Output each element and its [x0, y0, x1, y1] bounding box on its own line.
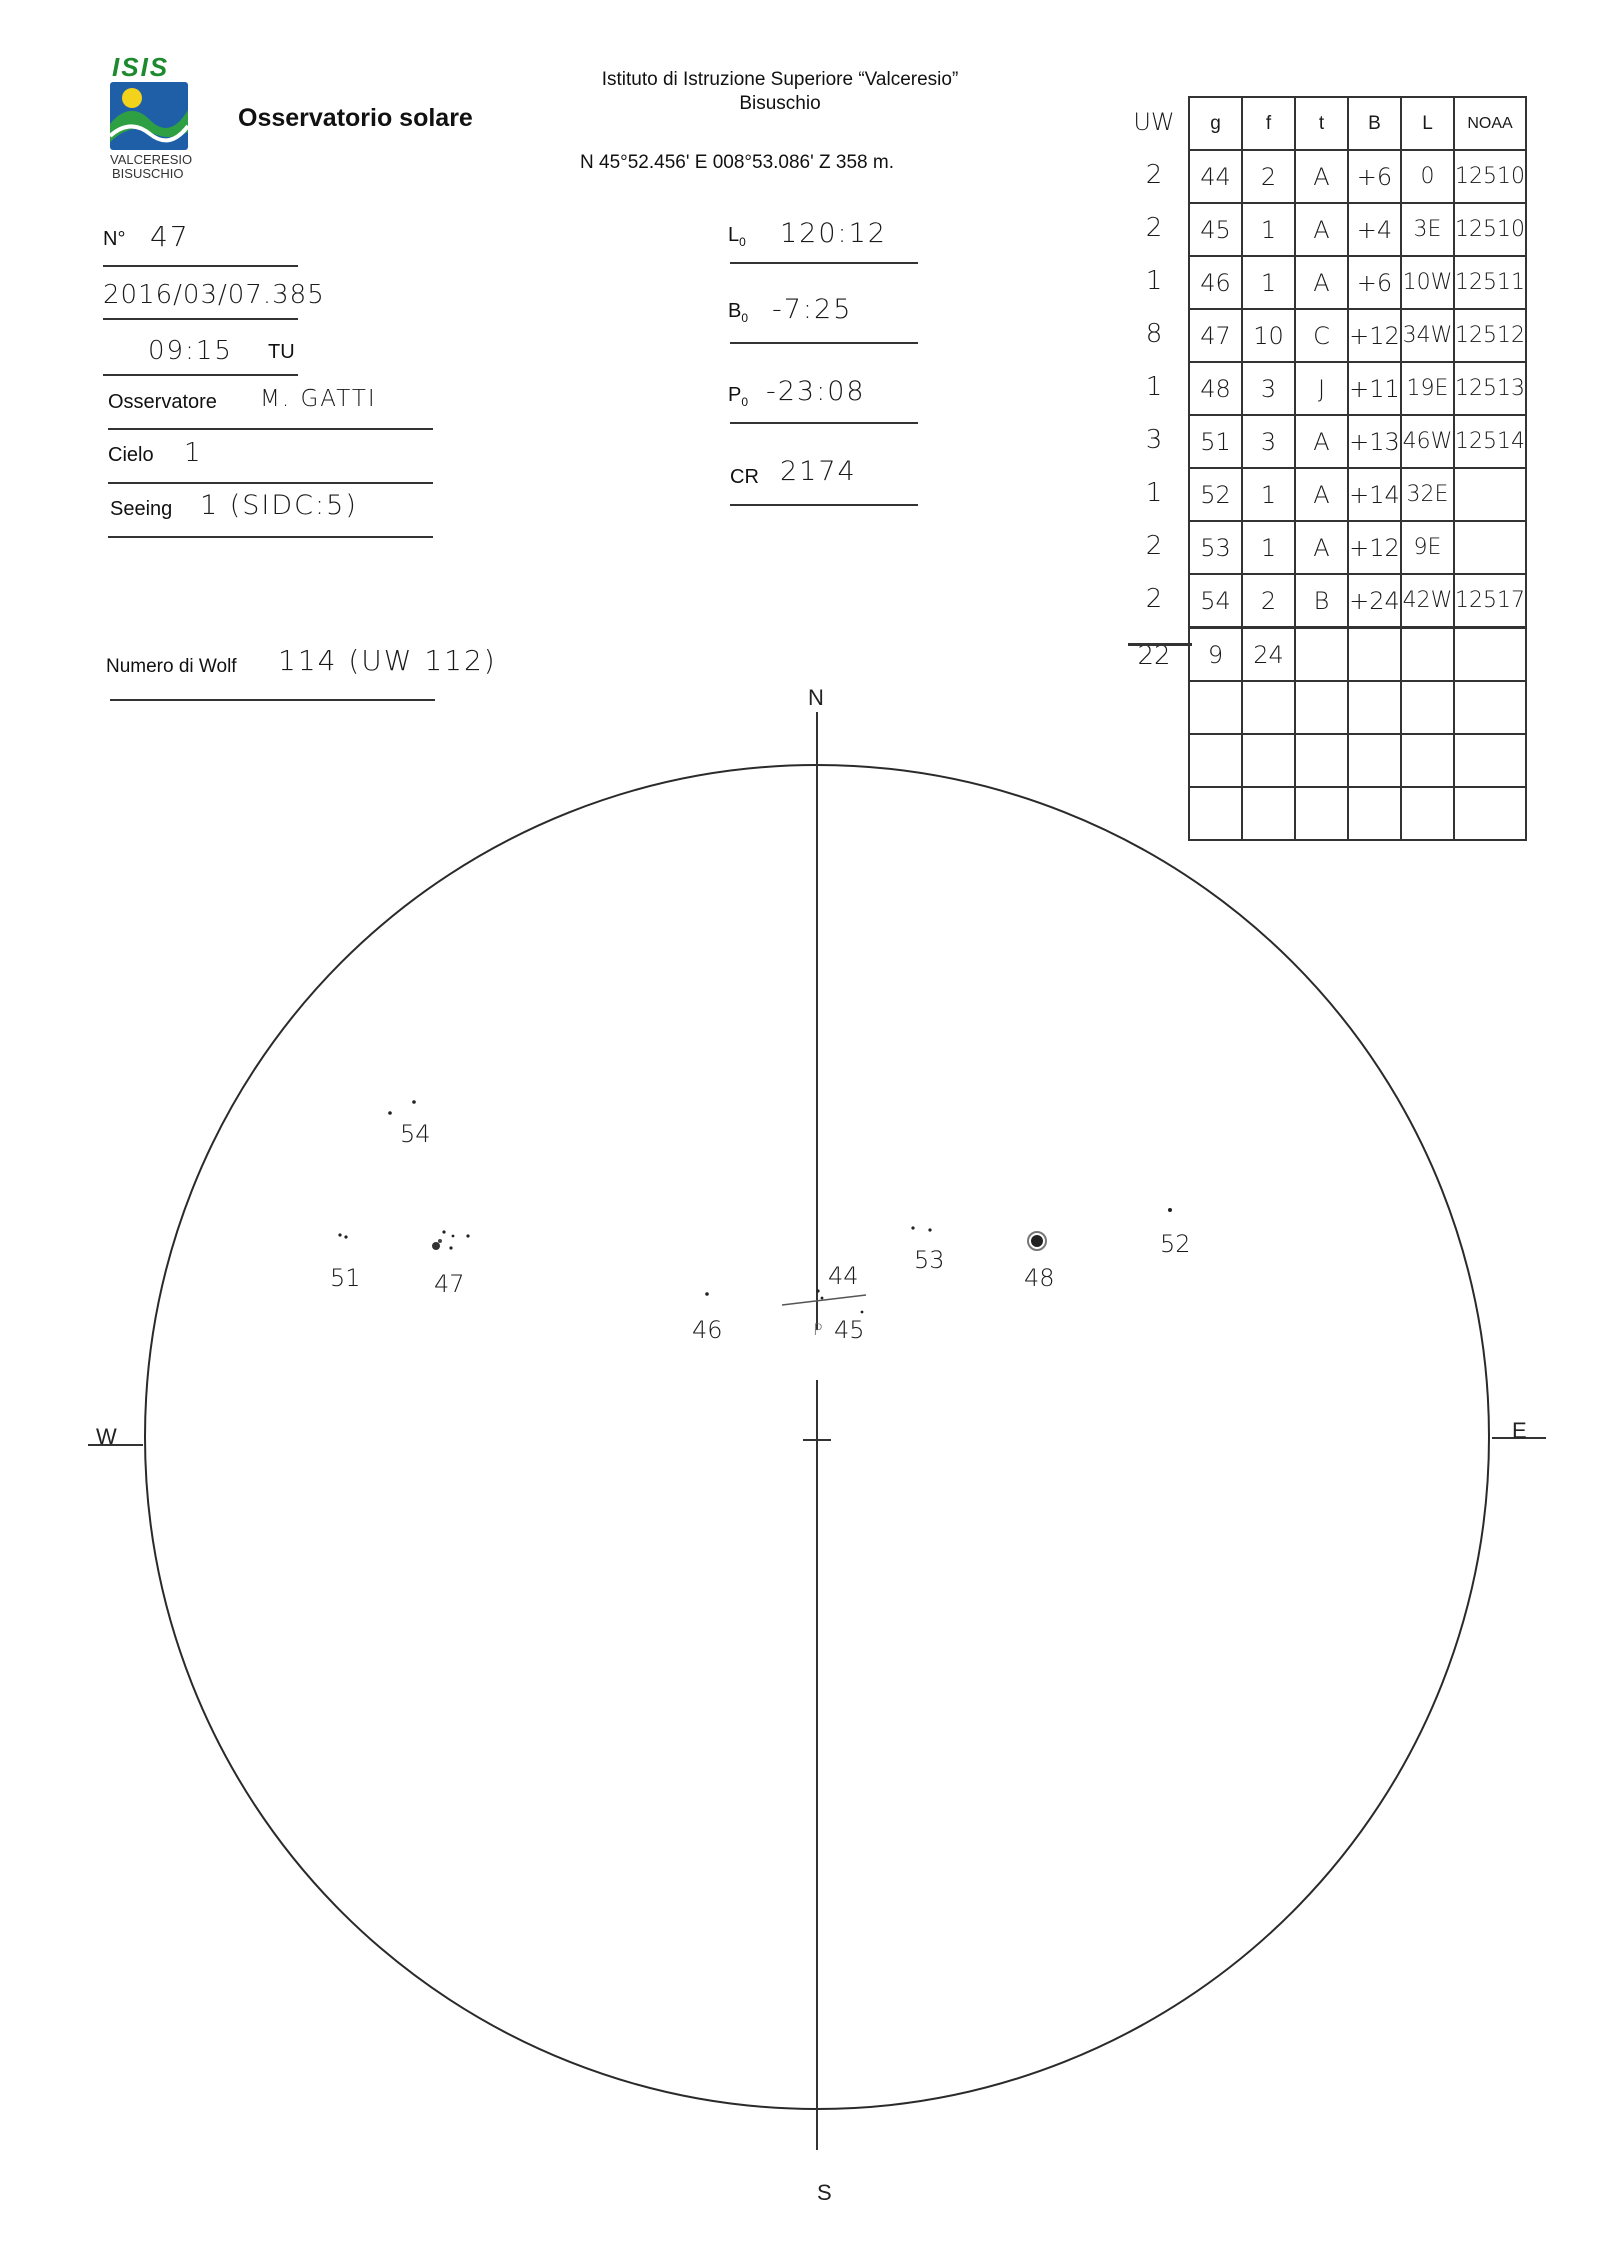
seeing-label: Seeing: [110, 498, 173, 520]
table-cell: 0: [1401, 150, 1454, 203]
cr-value: 2174: [780, 456, 857, 487]
column-header: L: [1401, 97, 1454, 150]
table-cell: A: [1295, 256, 1348, 309]
uw-cell: 2: [1145, 213, 1163, 243]
logo-caption-2: BISUSCHIO: [112, 166, 184, 181]
spot: [1168, 1208, 1172, 1212]
table-cell: 51: [1189, 415, 1242, 468]
observatory-title: Osservatorio solare: [238, 104, 473, 132]
table-cell: 3: [1242, 415, 1295, 468]
table-cell: 47: [1189, 309, 1242, 362]
table-cell: A: [1295, 468, 1348, 521]
table-cell: 34W: [1401, 309, 1454, 362]
spot: [452, 1235, 455, 1238]
institute-town: Bisuschio: [739, 93, 821, 114]
spot: [432, 1242, 440, 1250]
l0-label: $L_0$: [728, 224, 746, 249]
p-mark: P: [813, 1320, 823, 1339]
group-label: 47: [434, 1270, 465, 1298]
table-cell: 1: [1242, 468, 1295, 521]
spot: [449, 1246, 452, 1249]
column-header: NOAA: [1454, 97, 1526, 150]
table-cell: 3: [1242, 362, 1295, 415]
spot: [466, 1234, 469, 1237]
table-cell: C: [1295, 309, 1348, 362]
table-cell: 46: [1189, 256, 1242, 309]
l0-value: 120:12: [780, 218, 887, 249]
table-cell: 3E: [1401, 203, 1454, 256]
group-label: 54: [400, 1120, 431, 1148]
spot: [438, 1239, 442, 1243]
total-spots: 24: [1242, 628, 1295, 682]
group-label: 46: [692, 1316, 723, 1344]
table-cell: 12517: [1454, 574, 1526, 628]
spot: [705, 1292, 709, 1296]
observation-date: 2016/03/07.385: [103, 280, 325, 310]
table-cell: 12510: [1454, 203, 1526, 256]
table-cell: 46W: [1401, 415, 1454, 468]
table-cell: 12513: [1454, 362, 1526, 415]
table-cell: +12: [1348, 309, 1401, 362]
spot: [1031, 1235, 1043, 1247]
table-cell: +4: [1348, 203, 1401, 256]
uw-header: UW: [1133, 108, 1175, 136]
uw-cell: 1: [1145, 266, 1163, 296]
table-cell: B: [1295, 574, 1348, 628]
table-cell: 44: [1189, 150, 1242, 203]
table-cell: 12514: [1454, 415, 1526, 468]
table-cell: A: [1295, 415, 1348, 468]
table-cell: 45: [1189, 203, 1242, 256]
group-45-bar: [782, 1295, 866, 1305]
sky-label: Cielo: [108, 444, 154, 466]
uw-cell: 3: [1145, 425, 1163, 455]
table-cell: 9E: [1401, 521, 1454, 574]
table-cell: +13: [1348, 415, 1401, 468]
spot: [928, 1228, 931, 1231]
table-cell: 53: [1189, 521, 1242, 574]
table-cell: +14: [1348, 468, 1401, 521]
table-cell: 32E: [1401, 468, 1454, 521]
p0-value: -23:08: [766, 376, 866, 407]
table-cell: 12511: [1454, 256, 1526, 309]
observer-label: Osservatore: [108, 391, 217, 413]
group-label: 52: [1160, 1230, 1191, 1258]
uw-cell: 1: [1145, 372, 1163, 402]
column-header: g: [1189, 97, 1242, 150]
uw-cell: 8: [1145, 319, 1163, 349]
column-header: B: [1348, 97, 1401, 150]
spot: [821, 1297, 824, 1300]
table-cell: A: [1295, 521, 1348, 574]
table-cell: 12512: [1454, 309, 1526, 362]
table-cell: 12510: [1454, 150, 1526, 203]
b0-label: $B_0$: [728, 300, 749, 325]
group-label: 48: [1024, 1264, 1055, 1292]
total-groups: 9: [1189, 628, 1242, 682]
column-header: f: [1242, 97, 1295, 150]
wolf-label: Numero di Wolf: [106, 656, 237, 677]
spot: [861, 1311, 864, 1314]
group-label: 45: [834, 1316, 865, 1344]
uw-total: 22: [1137, 641, 1171, 671]
table-cell: 2: [1242, 150, 1295, 203]
column-header: t: [1295, 97, 1348, 150]
spot: [338, 1233, 341, 1236]
table-cell: A: [1295, 203, 1348, 256]
record-number: 47: [150, 220, 190, 253]
west-label: W: [96, 1424, 117, 1449]
table-cell: 2: [1242, 574, 1295, 628]
table-cell: 10W: [1401, 256, 1454, 309]
table-cell: +24: [1348, 574, 1401, 628]
table-cell: J: [1295, 362, 1348, 415]
table-cell: A: [1295, 150, 1348, 203]
east-label: E: [1512, 1418, 1527, 1443]
table-cell: 19E: [1401, 362, 1454, 415]
p0-label: $P_0$: [728, 384, 749, 409]
spot: [442, 1230, 445, 1233]
spot: [816, 1289, 819, 1292]
group-label: 44: [828, 1262, 859, 1290]
logo-wordmark: ISIS: [112, 52, 170, 82]
b0-value: -7:25: [772, 294, 853, 325]
spot: [911, 1226, 914, 1229]
table-cell: 52: [1189, 468, 1242, 521]
wolf-number: 114 (UW 112): [278, 644, 497, 677]
observation-time: 09:15: [148, 336, 233, 366]
table-cell: 1: [1242, 256, 1295, 309]
table-cell: 1: [1242, 203, 1295, 256]
table-cell: +12: [1348, 521, 1401, 574]
time-unit: TU: [268, 341, 295, 363]
institute-name: Istituto di Istruzione Superiore “Valceresio”: [601, 69, 959, 90]
spot: [344, 1235, 347, 1238]
number-label: N°: [103, 228, 126, 250]
table-cell: 48: [1189, 362, 1242, 415]
spot: [412, 1100, 416, 1104]
observer-name: M. GATTI: [260, 386, 377, 412]
uw-cell: 2: [1145, 584, 1163, 614]
site-coordinates: N 45°52.456' E 008°53.086' Z 358 m.: [580, 152, 894, 173]
spot: [388, 1111, 392, 1115]
seeing-value: 1 (SIDC:5): [200, 490, 358, 521]
south-label: S: [817, 2180, 832, 2205]
uw-cell: 1: [1145, 478, 1163, 508]
table-cell: 42W: [1401, 574, 1454, 628]
group-label: 53: [914, 1246, 945, 1274]
sky-value: 1: [184, 438, 203, 468]
table-cell: +6: [1348, 256, 1401, 309]
table-cell: 54: [1189, 574, 1242, 628]
group-label: 51: [330, 1264, 361, 1292]
logo-caption-1: VALCERESIO: [110, 152, 193, 167]
table-cell: +11: [1348, 362, 1401, 415]
cr-label: CR: [730, 466, 759, 488]
north-label: N: [808, 685, 824, 710]
table-cell: 1: [1242, 521, 1295, 574]
table-cell: +6: [1348, 150, 1401, 203]
uw-cell: 2: [1145, 531, 1163, 561]
uw-cell: 2: [1145, 160, 1163, 190]
table-cell: 10: [1242, 309, 1295, 362]
